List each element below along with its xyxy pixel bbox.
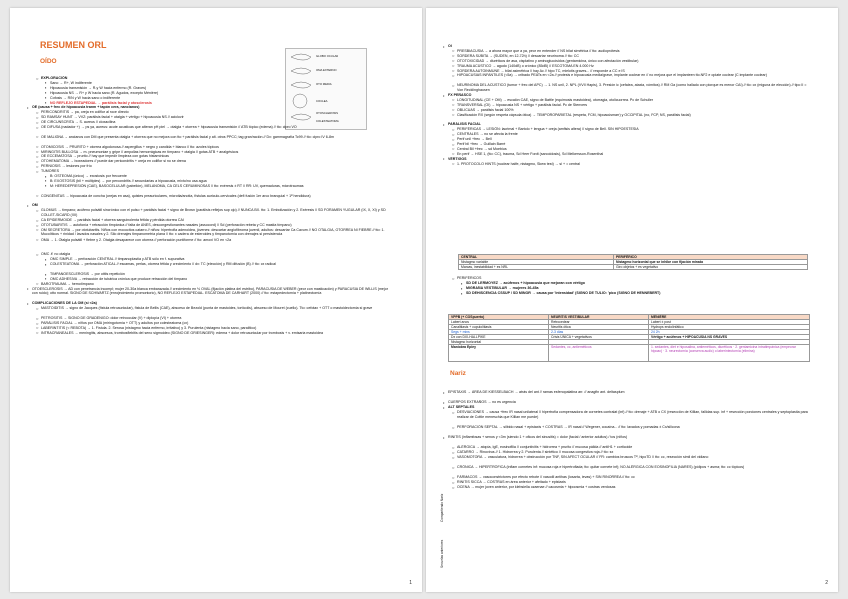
table-cell: Labert ± post xyxy=(649,320,810,325)
bullet-icon: ○ xyxy=(36,158,39,164)
list-item: OCENA → mujer joven anterior, por klebsiella ozaenae // cacosmia + hipoosmia + costras verdosas xyxy=(457,485,616,489)
bullet-icon: ○ xyxy=(36,227,39,233)
list-item: Central Bil +frec → sd Moebius xyxy=(457,146,507,151)
bullet-icon: ▪ xyxy=(461,290,463,296)
bullet-icon: ○ xyxy=(452,161,455,167)
list-item: INTRACRANEALES → meningitis, abscesos, trombosflebitis del seno sigmoideo (SIGNO DE GRIESINGER): edema + dolor retroauricular por trombosis + v. emisaria mastoidea xyxy=(41,330,323,335)
page-2 xyxy=(426,8,838,592)
bullet-icon: ○ xyxy=(452,53,455,59)
list-item: SORDERA SÚBITA → (SUDEN, en 12-72h) // descartar neurinoma // tto: CC xyxy=(457,53,579,58)
list-item: VÉRTIGOS xyxy=(448,156,467,161)
bullet-icon: ○ xyxy=(36,75,39,81)
list-item: ALT SEPTALES xyxy=(448,405,475,409)
bullet-icon: ○ xyxy=(36,109,39,115)
bullet-icon: ○ xyxy=(452,275,455,281)
table-cell: Dx con DIX-HALLPIKE xyxy=(449,335,549,340)
bullet-icon: • xyxy=(27,202,29,208)
section-heading-oido: OÍDO xyxy=(40,58,57,65)
bullet-icon: ▪ xyxy=(45,256,47,262)
list-item: OMC ✗ no otalgia xyxy=(41,252,70,257)
bullet-icon: ○ xyxy=(452,449,455,455)
table-header-cell: VPPB (+ COSpuerto) xyxy=(449,315,549,320)
list-item: OE MALIGNA → ancianos con DM que presenta otalgia + otorrea que no mejora con tto + parálisis facial y alt. otros PPCC; tag gran/ración // Dx: gammagrafía Tc99 // tto: cipro IV 6-8m xyxy=(41,134,334,139)
bullet-icon: ○ xyxy=(36,315,39,321)
figure-label: GLOBO OCULAR xyxy=(316,54,339,58)
list-item: OI xyxy=(448,44,452,48)
bullet-icon: ○ xyxy=(452,112,455,118)
bullet-icon: ○ xyxy=(452,97,455,103)
list-item: CONGÉNITAS → hipoacusia de concha (orejas en asa), quistes preauriculares, microtia/anotia, fístulas auriculo-cervicales (defi fusión 1er arco branquial + 1ª hendidura) xyxy=(41,193,311,198)
bullet-icon: ○ xyxy=(452,72,455,78)
bullet-icon: ▪ xyxy=(45,183,47,189)
figure-label: OMA EXTERNO xyxy=(316,68,337,72)
bullet-icon: ○ xyxy=(36,114,39,120)
bullet-icon: ○ xyxy=(452,464,455,470)
table-header-cell: CENTRAL xyxy=(459,255,614,260)
list-item: DESVIACIONES → causa +frec IR nasal unilateral // hipertrofia compensadora de cornetes contralat (inf) // tto: drenaje + ATB o CX (resección de Killian, fallidas sup. inf + resección porciones centrales y septoplastia para realizar de Cottle meneschia que Killian me puede) xyxy=(457,410,808,419)
list-item: Hipoacusia NS → R+ y W hacia sano (R. Agudos, excepto Ménière) xyxy=(50,90,159,95)
bullet-icon: ○ xyxy=(452,146,455,152)
bullet-icon: ○ xyxy=(452,444,455,450)
bullet-icon: ○ xyxy=(452,136,455,142)
list-item: SD RAMSAY HUNT → VVZ: parálisis facial + otalgia + vértigo + hipoacusia NS // aciclovir xyxy=(41,115,184,120)
table-cell: Nistagmo horizontal que se inhibe con fijación mirada xyxy=(614,260,808,265)
bullet-icon: • xyxy=(443,156,445,162)
list-item: OE DIFUSA (nadador +) → ps ya, aureus: acute acusticas que alteran pH piel → otalgia + otorrea + hipoacusia transmisión // ATB tópico (edema) // tto: cipro VO xyxy=(41,125,297,129)
bullet-icon: ○ xyxy=(36,222,39,228)
list-item: LONGITUDINAL (CE + OM) → escalón CAE, signo de Battle (equimosis mastoidea), otorragia, otolicuorrea. Pc de Schuller xyxy=(457,97,654,102)
bullet-icon: ▪ xyxy=(45,173,47,179)
list-item: Hipoacusia transmisión → R-y W hacia enfermo (R. Graves) xyxy=(50,85,147,90)
list-item: EXPLORACIÓN xyxy=(41,76,68,80)
list-item: FÁRMACOS → vasoconstrictores por efecto rebote // vasodil antihas (losarta, ievas) + SIN RINORREA // tto: cc xyxy=(457,475,635,479)
table-cell: Sedantes, cc, antieméticos xyxy=(549,345,649,362)
bullet-icon: ○ xyxy=(36,251,39,257)
list-item: SD DE LERMOYEZ → acúfenos + hipoacusia que mejoran con vértigo xyxy=(466,281,585,286)
table-header-cell: PERIFÉRICO xyxy=(614,255,808,260)
list-item: RINITIS SICCA → COSTRAS en área anterior + afeitado + epistaxis xyxy=(457,480,566,484)
list-item: OE ECCEMATOSA → prurito // hay que impedir limpieza con gotas histamínicas xyxy=(41,154,169,159)
table-cell: Nistagmo variable xyxy=(459,260,614,265)
list-item: B: EXOSTOSIS (bil + múltiples) → por percondritis // secundarias a hipoacusia, mixto/no usa agua xyxy=(50,178,207,183)
bullet-icon: ▪ xyxy=(45,261,47,267)
bullet-icon: ○ xyxy=(452,479,455,485)
list-item: LABERINTITIS (< REBOTA) → 1. Fístula. 2. Serosa (nistagmo hacia enfermo, irritativo) y 3. Purulenta (nistagmo hacia sano, paralítico) xyxy=(41,325,257,330)
bullet-icon: ○ xyxy=(452,48,455,54)
bullet-icon: ○ xyxy=(452,63,455,69)
table-header-cell: MÉNIÈRE xyxy=(649,315,810,320)
bullet-icon: ○ xyxy=(36,119,39,125)
bullet-icon: ○ xyxy=(36,320,39,326)
bullet-icon: ○ xyxy=(452,409,455,415)
bullet-icon: • xyxy=(443,404,445,410)
bullet-icon: ○ xyxy=(452,126,455,132)
bullet-icon: ○ xyxy=(452,102,455,108)
list-item: SD DEHISCENCIA CSSUP / SD MINOR → causa por 'intensidad' (SIGNO DE TULIO: 'pico (SIGNO DE HENNEBERT) xyxy=(466,291,661,296)
peripheral-vertigo-table xyxy=(448,314,810,362)
list-item: M: HEREDEPRESIÓN (CAE), BASOCELULAR (pabellón), MELANOMA, CA CELS CERUMINOSAS // tto: exéresis ± RT // RR: UV, quemaduras, microtraumas xyxy=(50,183,304,188)
list-item: En perif → HSE 1, (tto: CC), trauma, Sd Heer Fordt (sarcoidosis), Sd Melkersson-Rosenthal xyxy=(457,151,604,156)
list-item: MASTOIDITIS → signo de Jacques (fístula retroauricular), fístula de Bellis (CAE), absceso de Bezold (punta de mastoides, tortícolis), absceso de Mouret (cuello). Tto: cefotax + OTT o mastoidectomía si grave xyxy=(41,306,373,311)
table-cell: Hydrops endolinfático xyxy=(649,325,810,330)
bullet-icon: ○ xyxy=(452,141,455,147)
list-item: OM xyxy=(32,203,38,208)
list-item: OMA → 1. Otalgia pulsátil + fiebre y 2. Otalgia desaparece con otorrea // perforación puntiforme // tto: amoxi VO en <2a xyxy=(41,237,232,242)
list-item: PERIFÉRICOS xyxy=(457,276,482,280)
list-item: Perif unil +frec → Bell xyxy=(457,137,492,142)
list-item: CENTRALES → no se afecta la frente xyxy=(457,132,518,137)
list-item: PERIFÉRICAS → LESIÓN: lacrimal + Bartolo + lengua + oreja (amfisis altera) // signo de Bell. SIN HIPOESTESIA xyxy=(457,127,639,132)
side-label: Secuelas anteriores xyxy=(440,539,444,568)
bullet-icon: ○ xyxy=(36,217,39,223)
bullet-icon: ○ xyxy=(36,325,39,331)
bullet-icon: ○ xyxy=(36,149,39,154)
list-item: OBLICUAS → parálisis facial 100% xyxy=(457,107,514,112)
bullet-icon: ▪ xyxy=(45,95,47,101)
list-item: CUERPOS EXTRAÑOS → no es urgencia xyxy=(448,400,516,404)
list-item: NO REFLEJO ESTAPEDIAL → parálisis facial y otosclerosis xyxy=(50,100,152,105)
bullet-icon: • xyxy=(443,399,445,405)
bullet-icon: ○ xyxy=(36,330,39,336)
bullet-icon: ○ xyxy=(452,131,455,137)
bullet-icon: • xyxy=(27,104,29,110)
bullet-icon: ▪ xyxy=(461,285,463,291)
table-cell: Neuritis ótica xyxy=(549,325,649,330)
list-item: PARÁLISIS FACIAL xyxy=(448,122,481,127)
list-item: OTOTUBARITIS → autofonía + retracción timpánica // falta de ANES, descongestionantes nasales (assocord) // Sd (perforación rebeta y CC mastia tímpano) xyxy=(41,223,292,227)
table-cell: Maniobra Epley xyxy=(449,345,549,362)
list-item: FX PEÑASCO xyxy=(448,93,472,97)
list-item: PARÁLISIS FACIAL → niños por OMA (miringotomía + OTT) y adultos por colesteatoma (cx) xyxy=(41,321,189,325)
list-item: CA EPIDERMOIDE → parálisis facial + otorrea sanguinolenta fétida y pérdida otorrea CAI xyxy=(41,218,184,223)
bullet-icon: ○ xyxy=(452,151,455,157)
list-item: TRANSVERSAL (OI) → hipoacusia NS + vértigo + parálisis facial. Pc de Stenvers xyxy=(457,102,588,107)
bullet-icon: ○ xyxy=(36,163,39,169)
list-item: OTOHEMATOMA → boxeadores // puede dar pericondritis + oreja en coliflor si no se drena xyxy=(41,159,186,164)
list-item: OMC ADHESIVA → retracción de tubárica crónica que produce retracción del tímpano xyxy=(50,276,188,281)
figure-label: COLESTEATOMA xyxy=(316,119,339,123)
bullet-icon: • xyxy=(443,389,445,395)
bullet-icon: ▪ xyxy=(45,271,47,277)
list-item: COLESTEATOMA → perforación ATICAL // escamas, perlas, otorrea fétida y crecimiento // dx: TC (elección) y RM difusión (B) // tto: cx radical xyxy=(50,262,276,267)
table-cell: Retrocedear xyxy=(549,320,649,325)
bullet-icon: ▪ xyxy=(45,100,47,105)
bullet-icon: ○ xyxy=(36,237,39,243)
table-cell: Crisis ÚNICA + vegetativos xyxy=(549,335,649,340)
figure-label: OTO MEDIA xyxy=(316,82,332,86)
figure-label: COCLEA xyxy=(316,99,328,103)
list-item: RINITIS (inflamfosas + senos y <3m (siendo 1 + oficos del sinusitis) = dolor (facial / anterior adultos) / tos (niños) xyxy=(448,435,628,439)
table-row xyxy=(449,345,810,362)
bullet-icon: ○ xyxy=(36,207,39,213)
table-row xyxy=(459,265,808,270)
table-cell: 1. sedantes, diet e hiposalina, antieméticos, diuréticos · 2. gentamicina intratimpánica (empeorar hipoac) · 3. neurectomía (conserva audic) o laberintectomía (elimina) xyxy=(649,345,810,362)
list-item: OMC SIMPLE → perforación CENTRAL // timpanoplastia y ATB sólo en f. supurativa xyxy=(50,257,185,262)
list-item: OTOESCLEROSIS → AD con penetrancia incompl; mujer 20-30a blanca embarazada // crecimiento en ⅓ OVAL (fijación platina del estribo), PARACUSIA DE WEBER (peor con masticación) y PARACUSIA DE WILLIS (mejor con ruido); otto normal. SIGNO DE SCHWARTZ (enrojecimiento promontorio), NO REFLEJO ESTAPEDIAL. ESCATOMA DE CARHART (2000) // tto: estapedectomía + platinectomía xyxy=(32,286,388,296)
list-item: SORDERA AUTOINMUNE → bilat asimétrica // hay Ac // hipo TC, mielotis graves... // responde a CC e IS xyxy=(457,68,625,73)
table-cell: 2-3 días xyxy=(549,330,649,335)
list-item: PRESBIACUSIA → a ahora mayor que a ya, peor en entender // NS bilat simétrica // tto: audioprótesis xyxy=(457,48,620,53)
table-cell: Nistagmo horizontal xyxy=(449,340,549,345)
page-1 xyxy=(10,8,422,592)
list-item: 1. PROTOCOLO HINTS (nuclear halfe, nistagmo, Skew test) → si + = central xyxy=(457,161,580,166)
bullet-icon: ○ xyxy=(452,107,455,113)
table-cell: 24 2h xyxy=(649,330,810,335)
table-cell: Marcas, inestabilidad + es NRL xyxy=(459,265,614,270)
bullet-icon: • xyxy=(443,434,445,440)
bullet-icon: ○ xyxy=(452,58,455,64)
vertigo-comparison-table xyxy=(458,254,808,270)
table-header-cell: NEURITIS VESTIBULAR xyxy=(549,315,649,320)
bullet-icon: ○ xyxy=(452,68,455,73)
list-item: PERFORACIÓN SEPTAL → silbido nasal + epistaxis + COSTRAS → IR nasal // Wegener, cocaína... // tto: lavados y pomadas ± Cx/silicona xyxy=(457,425,680,429)
list-item: BAROTRAUMA → hemotímpano xyxy=(41,281,94,286)
table-cell: Segs + mins xyxy=(449,330,549,335)
list-item: TRAUMA ACÚSTICO → agudo (140dB) o crónico (85dB) // ESCOTOMA EN 4.000 Hz xyxy=(457,63,594,68)
bullet-icon: ○ xyxy=(36,134,39,140)
list-item: MIRINGITIS BULLOSA → m. pneumoniae y gripe // ampollas hemorrágicas en tímpano + otalgia // gotas ATB + analgésicos xyxy=(41,149,239,154)
bullet-icon: • xyxy=(27,286,29,292)
bullet-icon: ○ xyxy=(452,424,455,430)
bullet-icon: ○ xyxy=(36,193,39,199)
list-item: CATARRO → Rinovirus // 1. Hidrorrea y 2. Purulenta // sintético // mucosa congestiva roja // tto: sx xyxy=(457,450,614,454)
list-item: MIGRAÑA VESTIBULAR → mujeres 36-45a xyxy=(466,286,539,291)
list-item: CRÓNICA → HIPERTRÓFICA (inflam cornetes inf: mucosa roja e hipertrofiada; tto: quitar cornete inf); NO ALÉRGICA CON EOSINOFILIA (NARES) (pólipos + asma; tto: cc tópicos) xyxy=(457,465,745,469)
bullet-icon: • xyxy=(27,300,29,306)
list-item: Cofosis → R/N y W hacia sano o indiferente xyxy=(50,95,121,100)
list-item: B: OSTEOMA (único) → exostosis por frecuente xyxy=(50,174,127,178)
table-cell: Giro objetos + es vegetativo xyxy=(614,265,808,270)
bullet-icon: • xyxy=(443,92,445,98)
bullet-icon: ▪ xyxy=(45,90,47,96)
list-item: OE CIRCUNSCRITA → S. aureus // cloxacilina xyxy=(41,120,116,125)
bullet-icon: ▪ xyxy=(45,85,47,91)
bullet-icon: ○ xyxy=(36,153,39,159)
list-item: OTOMICOSIS → PRURITO + otorrea algodonosa // aspergillus + negro y candida + blanco // tto: azoles tópicos xyxy=(41,144,219,149)
list-item: OE (causa + frec de hipoacusia tranm + tapón cera, nancianos) xyxy=(32,105,140,110)
figure-label: OTOSCLEROSIS xyxy=(316,111,339,115)
bullet-icon: ▪ xyxy=(45,276,47,282)
bullet-icon: ○ xyxy=(36,168,39,174)
bullet-icon: ○ xyxy=(36,305,39,311)
list-item: Clasificación RX (según respeta cápsula ótica) → TEMPOROPARIETAL (respeta, FCM, hipoacúsmarr) y OCCIPITAL (no, FCP, NS, parálisis facial) xyxy=(457,112,691,117)
bullet-icon: ○ xyxy=(452,82,455,88)
page-number: 1 xyxy=(409,580,412,586)
bullet-icon: ○ xyxy=(452,484,455,490)
side-label: Compartiendo Nariz xyxy=(440,493,444,522)
bullet-icon: • xyxy=(443,121,445,127)
bullet-icon: • xyxy=(443,43,445,49)
list-item: TUMORES xyxy=(41,169,59,174)
table-cell: Canalitiasis + cupulolitiasis xyxy=(449,325,549,330)
table-cell: Labert anos xyxy=(449,320,549,325)
document-title: RESUMEN ORL xyxy=(40,40,107,50)
section-heading-nariz: Nariz xyxy=(450,370,466,377)
list-item: COMPLICACIONES DE LA OM (si <2a) xyxy=(32,301,97,306)
list-item: VASOMOTORA → vasculatura, hidrorrea + obstrucción por TNF, SIN AFECT OCULAR // FR: cambios bruscos Tª, hipoTD // tto: cc, resección simil del vidiano xyxy=(457,455,709,459)
list-item: PETROSITIS → SIGNO DE GRADENIGO: dolor retroocular (V) + diplopía (VI) + otorrea xyxy=(41,316,182,321)
list-item: OTOTOXICIDAD → diuréticos de asa, cisplatino y aminoglucósidos (gentamicina, único con afectación vestibular) xyxy=(457,58,639,63)
list-item: ALÉRGICA → atopía, IgE, eosinofilia // conjuntivitis + hidrorrea + prurito // mucosa pálida // antiH1 + corticoide xyxy=(457,445,633,449)
table-cell: Vértigo + acúfenos + HIPOACUSIA NS GRAVES xyxy=(649,335,810,340)
page-number: 2 xyxy=(825,580,828,586)
list-item: PERICONDRITIS → pa, oreja en coliflor al roce directo xyxy=(41,110,129,115)
bullet-icon: ○ xyxy=(452,474,455,480)
bullet-icon: ▪ xyxy=(45,178,47,184)
list-item: TIMPANOESCLEROSIS → por otitis repetición xyxy=(50,272,125,276)
bullet-icon: ○ xyxy=(36,144,39,150)
bullet-icon: ○ xyxy=(36,124,39,130)
bullet-icon: ▪ xyxy=(45,80,47,86)
bullet-icon: ○ xyxy=(452,454,455,460)
bullet-icon: ○ xyxy=(36,281,39,287)
list-item: Perif bil +frec → Guillain Barré xyxy=(457,142,506,146)
list-item: NEURINOMA DEL ACÚSTICO (tumor + frec del APC) → 1. NS unil, 2. NPL (VVII Hapis), 3. Presión ic (cefalea, ataxia, vómitos) // RM Ga (como hallado con piorque es menor CAI) // tto: cx (miguna de elección) // tipo II = Von Recklinghausen xyxy=(457,83,807,92)
list-item: OM SECRETORA → por ototubaritis. Niños con mococitos catarro // niños: hipertrofia adenoidea, jóvenes: descartar angiofibroma juvenil, adultos: descartar Ca Cavum // NO OTALGIA, OTORREA NI FIEBRE // tto: 1. Mucolíticos + rinidad / lavados nasales y 2. Silo drenajes timpanometría plana // tto: x cadera de esteroides y timpanotomía con drenajes si persistencia xyxy=(41,227,385,237)
list-item: PERNIOSIS → lesiones por frío xyxy=(41,164,92,169)
bullet-icon: ▪ xyxy=(461,280,463,286)
list-item: Sano → R+, W indiferente xyxy=(50,80,92,85)
list-item: HIPOACUSIAS INFANTILES (<5a) → cribado PEATs en <2a // protesis e hipoacusia media/grave, implante coclear en // no mejora que el implanteen tto.NF2 e opiate coclear (C implante coclear) xyxy=(457,73,767,78)
list-item: GLOMUS → tímpano; acúfeno pulsátil sincrónico con el pulso + parálisis facial + signo de Brown (parálisis reflejos sup ojo) // NUNCA BX. tto: 1. Embolización y 2. Exéresis // SD FORAMEN YUGULAR (IX, X, XI) y SD COLLET-SICARD (XII) xyxy=(41,208,386,217)
list-item: EPISTAXIS → ÁREA DE KIESSELBACH → atrás del ant // ramas esfenopalatina arr. // anagfin ant. deltasplum xyxy=(448,390,625,394)
